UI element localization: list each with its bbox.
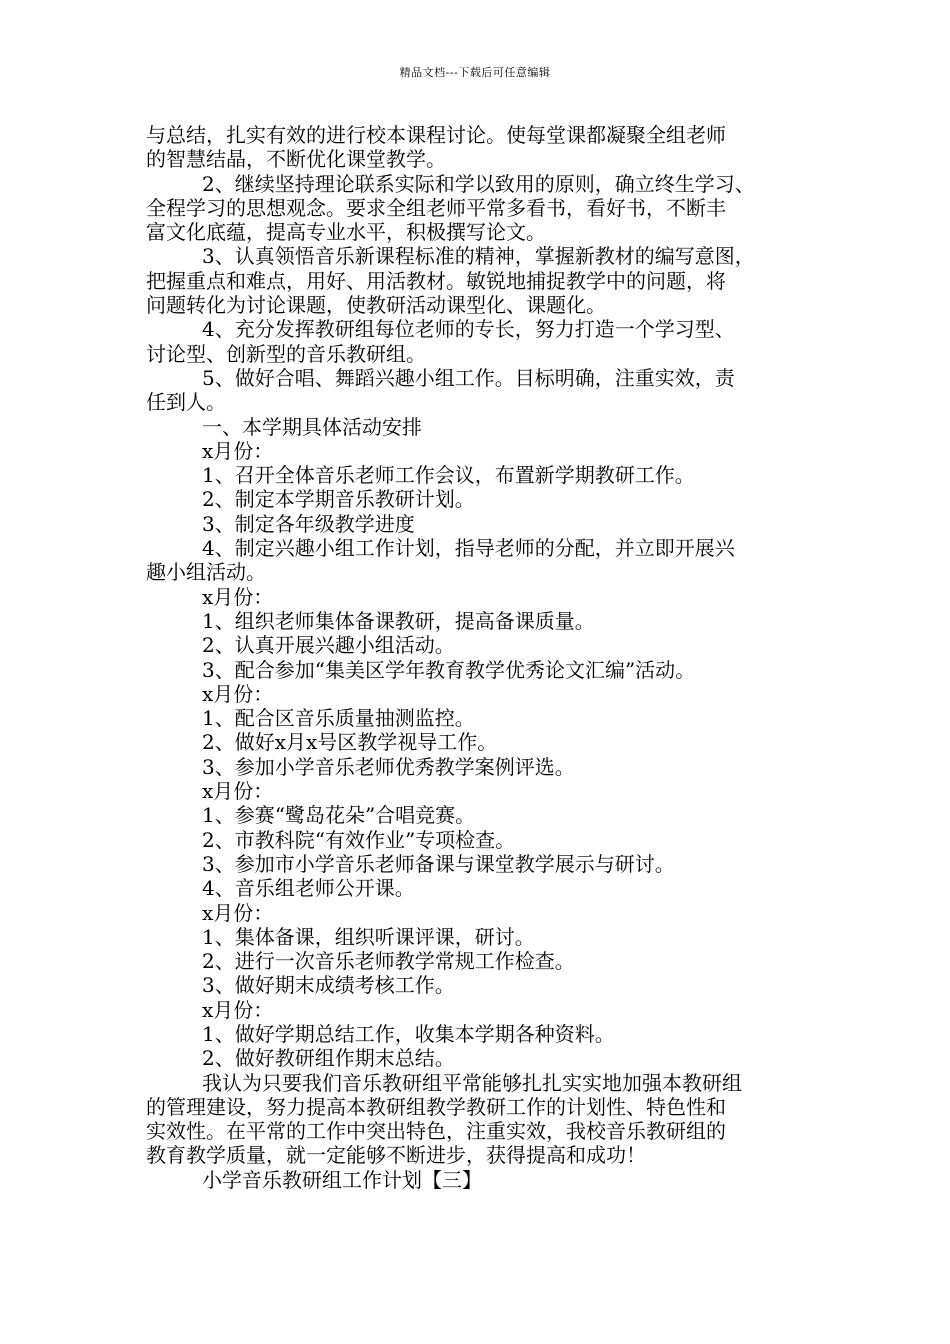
text-line: x月份： — [202, 779, 274, 804]
text-line: 与总结，扎实有效的进行校本课程讨论。使每堂课都凝聚全组老师 — [146, 123, 726, 147]
text-line: 2、进行一次音乐老师教学常规工作检查。 — [202, 949, 575, 974]
text-line: 教育教学质量，就一定能够不断进步，获得提高和成功！ — [146, 1143, 646, 1168]
text-line: 2、市教科院“有效作业”专项检查。 — [202, 827, 516, 852]
text-line: 小学音乐教研组工作计划【三】 — [202, 1167, 482, 1192]
text-line: 2、做好x月x号区教学视导工作。 — [202, 730, 498, 755]
text-line: 1、召开全体音乐老师工作会议，布置新学期教研工作。 — [202, 463, 695, 488]
text-line: x月份： — [202, 584, 274, 609]
text-line: 1、配合区音乐质量抽测监控。 — [202, 706, 475, 731]
text-line: 4、音乐组老师公开课。 — [202, 876, 415, 901]
text-line: 1、参赛“鹭岛花朵”合唱竞赛。 — [202, 803, 476, 828]
text-line: 4、制定兴趣小组工作计划，指导老师的分配，并立即开展兴 — [202, 536, 735, 561]
text-line: 3、做好期末成绩考核工作。 — [202, 973, 455, 998]
text-line: 一、本学期具体活动安排 — [202, 414, 422, 439]
text-line: 2、认真开展兴趣小组活动。 — [202, 633, 455, 658]
text-line: x月份： — [202, 900, 274, 925]
text-line: 富文化底蕴，提高专业水平，积极撰写论文。 — [146, 220, 546, 245]
page-header: 精品文档---下载后可任意编辑 — [399, 66, 551, 79]
text-line: 的管理建设，努力提高本教研组教学教研工作的计划性、特色性和 — [146, 1094, 726, 1119]
text-line: 3、制定各年级教学进度 — [202, 511, 415, 536]
text-line: 4、充分发挥教研组每位老师的专长，努力打造一个学习型、 — [202, 317, 735, 342]
text-line: 1、组织老师集体备课教研，提高备课质量。 — [202, 608, 595, 633]
text-line: 2、做好教研组作期末总结。 — [202, 1046, 455, 1071]
text-line: 把握重点和难点，用好、用活教材。敏锐地捕捉教学中的问题，将 — [146, 268, 726, 293]
text-line: 趣小组活动。 — [146, 560, 266, 585]
text-line: x月份： — [202, 997, 274, 1022]
text-line: 2、继续坚持理论联系实际和学以致用的原则，确立终生学习、 — [202, 171, 755, 196]
text-line: 3、配合参加“集美区学年教育教学优秀论文汇编”活动。 — [202, 657, 696, 682]
text-line: 任到人。 — [146, 390, 226, 415]
text-line: x月份： — [202, 438, 274, 463]
text-line: 我认为只要我们音乐教研组平常能够扎扎实实地加强本教研组 — [202, 1070, 742, 1095]
text-line: 3、参加市小学音乐老师备课与课堂教学展示与研讨。 — [202, 851, 675, 876]
text-line: 5、做好合唱、舞蹈兴趣小组工作。目标明确，注重实效，责 — [202, 365, 735, 390]
text-line: x月份： — [202, 681, 274, 706]
text-line: 讨论型、创新型的音乐教研组。 — [146, 341, 426, 366]
text-line: 1、做好学期总结工作，收集本学期各种资料。 — [202, 1021, 615, 1046]
document-body — [146, 123, 811, 1192]
text-line: 2、制定本学期音乐教研计划。 — [202, 487, 475, 512]
text-line: 问题转化为讨论课题，使教研活动课型化、课题化。 — [146, 293, 606, 318]
text-line: 的智慧结晶，不断优化课堂教学。 — [146, 147, 446, 172]
text-line: 3、参加小学音乐老师优秀教学案例评选。 — [202, 754, 575, 779]
text-line: 3、认真领悟音乐新课程标准的精神，掌握新教材的编写意图， — [202, 244, 755, 269]
text-line: 1、集体备课，组织听课评课，研讨。 — [202, 924, 535, 949]
text-line: 全程学习的思想观念。要求全组老师平常多看书，看好书，不断丰 — [146, 195, 726, 220]
text-line: 实效性。在平常的工作中突出特色，注重实效，我校音乐教研组的 — [146, 1119, 726, 1144]
